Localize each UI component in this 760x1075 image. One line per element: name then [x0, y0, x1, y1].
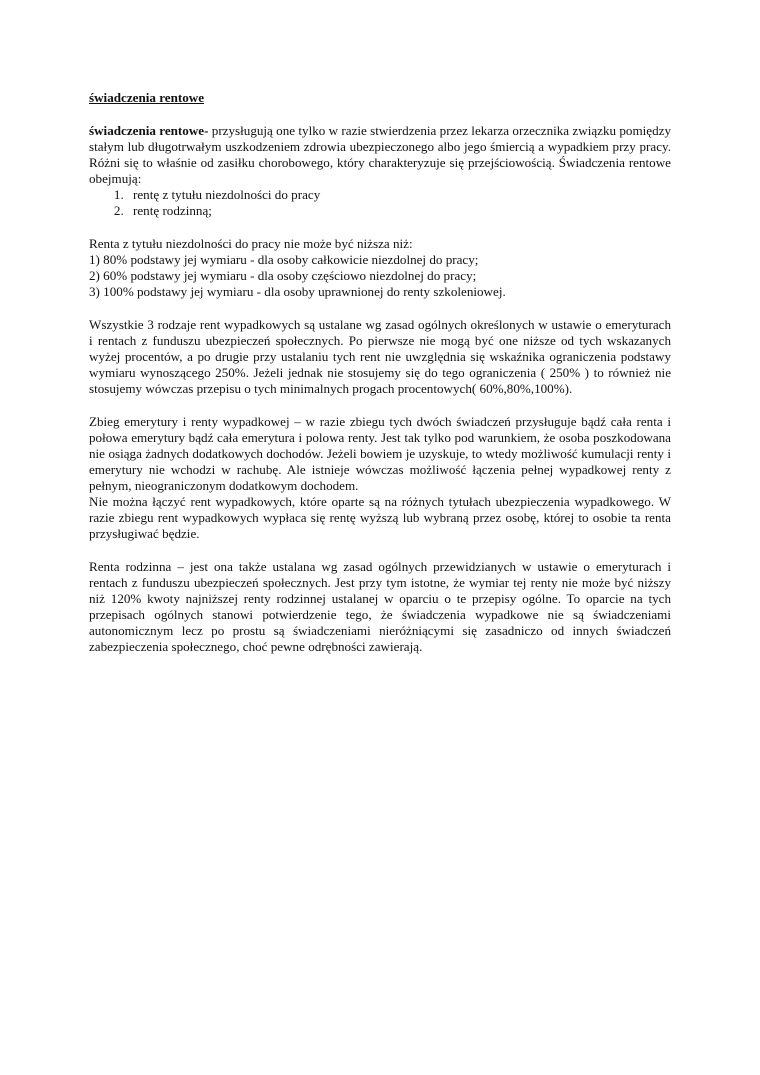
rules-paragraph: Wszystkie 3 rodzaje rent wypadkowych są ustalane wg zasad ogólnych określonych w ustawie o emeryturach i rentach z funduszu ubezpieczeń społecznych. Po pierwsze nie mogą być one niższe od tych wskazanych wyżej procentów, a po drugie przy ustalaniu tych rent nie uwzględnia się wskaźnika ograniczenia podstawy wymiaru wynoszącego 250%. Jeżeli jednak nie stosujemy się do tego ograniczenia ( 250% ) to również nie stosujemy wówczas przepisu o tych minimalnych progach procentowych( 60%,80%,100%).: [89, 317, 671, 396]
disability-list: [89, 252, 671, 300]
concurrence-paragraph: Zbieg emerytury i renty wypadkowej – w razie zbiegu tych dwóch świadczeń przysługuje bądź cała renta i połowa emerytury bądź cała emerytura i polowa renty. Jest tak tylko pod warunkiem, że osoba poszkodowana nie osiąga żadnych dodatkowych dochodów. Jeżeli bowiem je uzyskuje, to wtedy możliwość kumulacji renty i emerytury nie wchodzi w rachubę. Ale istnieje wówczas możliwość łączenia pełnej wypadkowej renty z pełnym, nieograniczonym dodatkowym dochodem.: [89, 414, 671, 493]
list-item: 3) 100% podstawy jej wymiaru - dla osoby uprawnionej do renty szkoleniowej.: [89, 284, 506, 299]
intro-text: przysługują one tylko w razie stwierdzenia przez lekarza orzecznika związku pomiędzy stałym lub długotrwałym uszkodzeniem zdrowia ubezpieczonego albo jego śmiercią a wypadkiem przy pracy. Różni się to właśnie od zasiłku chorobowego, który charakteryzuje się przejściowością. Świadczenia rentowe obejmują:: [89, 123, 671, 186]
intro-paragraph: [89, 123, 671, 187]
combine-paragraph: Nie można łączyć rent wypadkowych, które oparte są na różnych tytułach ubezpieczenia wypadkowego. W razie zbiegu rent wypadkowych wypłaca się rentę wyższą lub wybraną przez osobę, której to osobie ta renta przysługiwać będzie.: [89, 494, 671, 541]
concurrence-section: [89, 414, 671, 542]
rules-section: [89, 317, 671, 397]
family-section: [89, 559, 671, 655]
list-item: 1. rentę z tytułu niezdolności do pracy: [127, 187, 671, 203]
list-item: 2) 60% podstawy jej wymiaru - dla osoby częściowo niezdolnej do pracy;: [89, 268, 477, 283]
intro-lead: świadczenia rentowe-: [89, 123, 209, 138]
list-item: 1) 80% podstawy jej wymiaru - dla osoby całkowicie niezdolnej do pracy;: [89, 252, 479, 267]
document-page: [89, 90, 671, 672]
benefits-list: [89, 187, 671, 219]
intro-section: [89, 123, 671, 219]
list-item: 2. rentę rodzinną;: [127, 203, 671, 219]
disability-section: [89, 236, 671, 300]
disability-intro: Renta z tytułu niezdolności do pracy nie może być niższa niż:: [89, 236, 413, 251]
document-title: świadczenia rentowe: [89, 90, 205, 105]
family-paragraph: Renta rodzinna – jest ona także ustalana wg zasad ogólnych przewidzianych w ustawie o emeryturach i rentach z funduszu ubezpieczeń społecznych. Jest przy tym istotne, że wymiar tej renty nie może być niższy niż 120% kwoty najniższej renty rodzinnej ustalanej w oparciu o te przepisy ogólne. To oparcie na tych przepisach ogólnych stanowi potwierdzenie tego, że świadczenia wypadkowe nie są świadczeniami autonomicznym lecz po prostu są świadczeniami nieróżniącymi się zasadniczo od innych świadczeń zabezpieczenia społecznego, choć pewne odrębności zawierają.: [89, 559, 671, 654]
